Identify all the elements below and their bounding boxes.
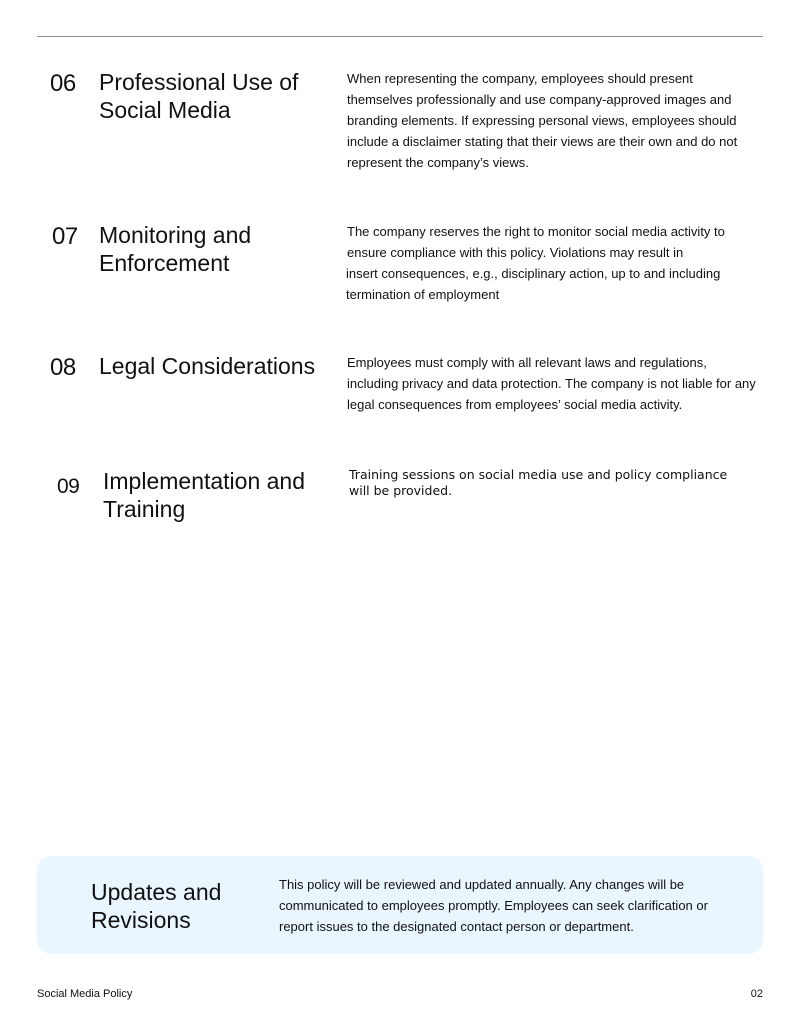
section-number: 08	[50, 354, 76, 381]
section-body-line: termination of employment	[346, 287, 500, 302]
section-body: When representing the company, employees should present themselves professionally and use company-approved images and branding elements. If expressing personal views, employees should include a disclaimer stating that their views are their own and do not represent the company’s views.	[347, 71, 738, 170]
section-body-line: ensure compliance with this policy. Violations may result in	[347, 245, 684, 260]
footer-document-name: Social Media Policy	[37, 988, 133, 1000]
section-number: 07	[52, 223, 78, 250]
updates-title: Updates and Revisions	[91, 879, 222, 933]
section-title: Legal Considerations	[99, 353, 316, 379]
section-body: Employees must comply with all relevant laws and regulations, including privacy and data protection. The company is not liable for any legal consequences from employees’ social media activity.	[347, 355, 756, 412]
section-body-line: insert consequences, e.g., disciplinary action, up to and including	[346, 266, 721, 281]
section-title: Monitoring and Enforcement	[99, 222, 252, 276]
section-title: Implementation and Training	[103, 468, 306, 522]
updates-body: This policy will be reviewed and updated annually. Any changes will be communicated to employees promptly. Employees can seek clarification or report issues to the designated contact person or department.	[279, 877, 708, 934]
section-number: 09	[57, 475, 80, 498]
updates-panel	[37, 856, 763, 954]
section-body	[347, 221, 757, 305]
section-number: 06	[50, 70, 76, 97]
section-title: Professional Use of Social Media	[99, 69, 299, 123]
top-divider	[37, 36, 763, 37]
footer-page-number: 02	[750, 988, 763, 1000]
section-body-line: The company reserves the right to monitor social media activity to	[347, 224, 725, 239]
section-body: Training sessions on social media use and policy compliance will be provided.	[349, 467, 728, 498]
